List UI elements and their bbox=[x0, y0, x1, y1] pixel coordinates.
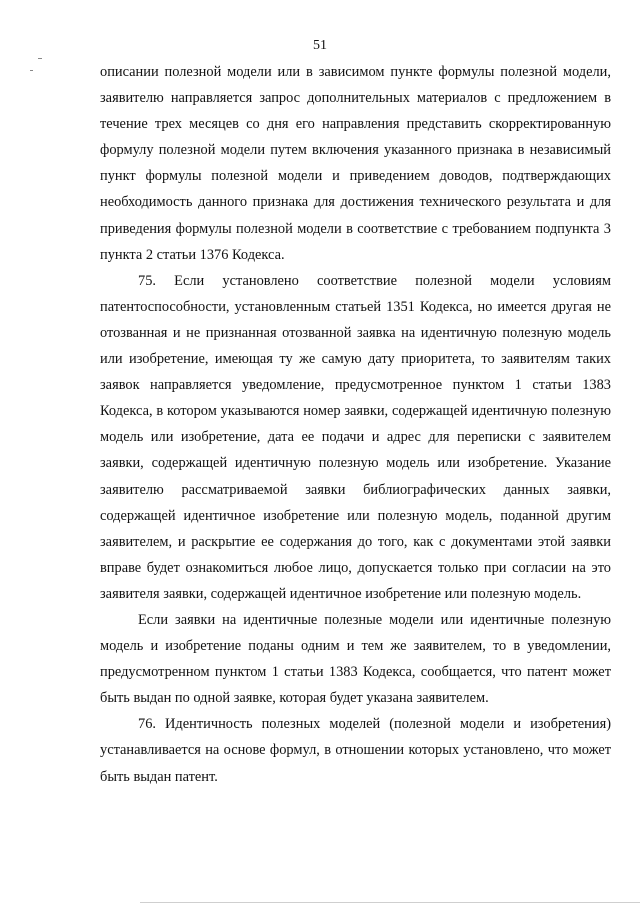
paragraph-item-76: 76. Идентичность полезных моделей (полезной модели и изобретения) устанавливается на основе формул, в отношении которых установлено, что может быть выдан патент. bbox=[100, 716, 611, 785]
scan-artifact bbox=[38, 58, 42, 59]
paragraph-same-applicant: Если заявки на идентичные полезные модели или идентичные полезную модель и изобретение поданы одним и тем же заявителем, то в уведомлении, предусмотренном пунктом 1 статьи 1383 Кодекса, сообщается, что патент может быть выдан по одной заявке, которая будет указана заявителем. bbox=[100, 611, 611, 707]
body-text bbox=[100, 59, 611, 790]
page-number: 51 bbox=[313, 38, 327, 53]
scan-edge-line bbox=[140, 902, 640, 903]
paragraph-item-75: 75. Если установлено соответствие полезной модели условиям патентоспособности, установленным статьей 1351 Кодекса, но имеется другая не отозванная и не признанная отозванной заявка на идентичную полезную модель или изобретение, имеющая ту же самую дату приоритета, то заявителям таких заявок направляется уведомление, предусмотренное пунктом 1 статьи 1383 Кодекса, в котором указываются номер заявки, содержащей идентичную полезную модель или изобретение, дата ее подачи и адрес для переписки с заявителем заявки, содержащей идентичную полезную модель или изобретение. Указание заявителю рассматриваемой заявки библиографических данных заявки, содержащей идентичное изобретение или полезную модель, поданной другим заявителем, и раскрытие ее содержания до того, как с документами этой заявки вправе будет ознакомиться любое лицо, допускается только при согласии на это заявителя заявки, содержащей идентичное изобретение или полезную модель. bbox=[100, 272, 611, 602]
scan-artifact bbox=[30, 70, 33, 71]
paragraph-continuation: описании полезной модели или в зависимом пункте формулы полезной модели, заявителю направляется запрос дополнительных материалов с предложением в течение трех месяцев со дня его направления представить скорректированную формулу полезной модели путем включения указанного признака в независимый пункт формулы полезной модели и приведением доводов, подтверждающих необходимость данного признака для достижения технического результата и для приведения формулы полезной модели в соответствие с требованием подпункта 3 пункта 2 статьи 1376 Кодекса. bbox=[100, 64, 611, 263]
